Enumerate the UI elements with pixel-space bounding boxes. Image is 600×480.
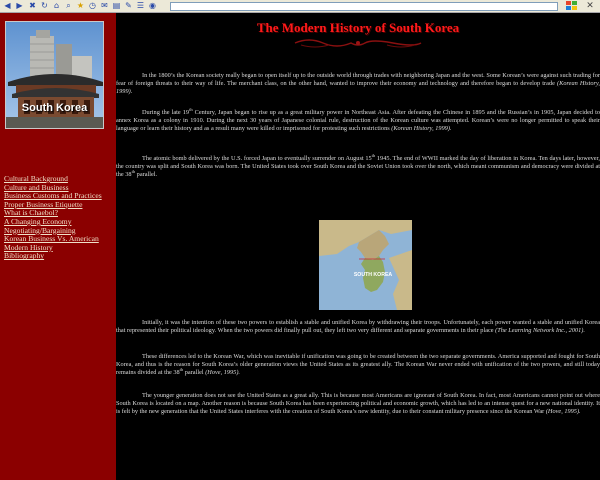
korea-map-image — [319, 220, 412, 310]
nav-link-changing-economy[interactable]: A Changing Economy — [4, 216, 72, 226]
nav-link-business-etiquette[interactable]: Proper Business Etiquette — [4, 199, 83, 209]
nav-link-modern-history[interactable]: Modern History — [4, 242, 53, 252]
paragraph-3: The atomic bomb delivered by the U.S. forced Japan to eventually surrender on August 15th 1945. The end of WWII marked the day of liberation in Korea. Ten days later, however, the country was split and South Korea was born. The United States took over South Korea and the Soviet Union took over the north, which meant communism and democracy were divided at the 38th parallel. — [116, 152, 600, 178]
nav-link-negotiating[interactable]: Negotiating/Bargaining — [4, 225, 76, 235]
map-label: SOUTH KOREA — [353, 272, 393, 278]
refresh-icon[interactable]: ↻ — [41, 1, 48, 10]
hero-image — [5, 21, 104, 129]
nav-link-chaebol[interactable]: What is Chaebol? — [4, 208, 58, 218]
address-bar[interactable] — [170, 2, 558, 11]
paragraph-6: The younger generation does not see the United States as a great ally. This is because most Americans are ignorant of South Korea. In fact, most Americans cannot point out where South Korea is located on a map. Another reason is because South Korea has been experiencing political and economic growth, which has led to an intense quest for a new national identity. It is felt by the new generation that the United States interferes with the creation of South Korea’s new identity, due to their constant military presence since the Korean War (Hove, 1995). — [116, 392, 600, 415]
paragraph-4: Initially, it was the intention of these two powers to establish a stable and unified Korea by withdrawing their troops. Unfortunately, each power wanted a stable and unified Korea that represented their political ideology. When the two powers did finally pull out, they left two very different and separate governments in their place (The Learning Network Inc., 2001). — [116, 319, 600, 334]
nav-menu — [4, 175, 116, 261]
address-icon[interactable]: ◉ — [149, 1, 156, 10]
main-content — [116, 13, 600, 480]
favorites-icon[interactable]: ★ — [76, 1, 85, 10]
history-icon[interactable]: ◷ — [89, 1, 96, 10]
nav-link-business-customs[interactable]: Business Customs and Practices — [4, 191, 102, 201]
discuss-icon[interactable]: ☰ — [136, 1, 145, 10]
stop-icon[interactable]: ✖ — [29, 1, 36, 10]
paragraph-5: These differences led to the Korean War, which was inevitable if unification was going to be created between the two separate governments. America supported and fought for South Korea, and thus is the reason for South Korea’s older generation views the United States as its greatest ally. The Korean War never ended with unification of the two powers, and still today remains divided at the 38th parallel (Hove, 1995). — [116, 353, 600, 376]
edit-icon[interactable]: ✎ — [125, 1, 132, 10]
browser-toolbar — [0, 0, 600, 13]
back-icon[interactable]: ◀ — [4, 1, 11, 10]
close-icon[interactable]: ✕ — [586, 1, 594, 11]
nav-link-cultural-background[interactable]: Cultural Background — [4, 174, 68, 183]
mail-icon[interactable]: ✉ — [101, 1, 108, 10]
hero-caption: South Korea — [21, 102, 88, 114]
nav-link-bibliography[interactable]: Bibliography — [4, 251, 45, 261]
paragraph-1: In the 1800’s the Korean society really began to open itself up to the outside world through trades with neighboring Japan and the west. Some Korean’s were against such trading for fear of foreign threats to their way of life. The merchant class, on the other hand, wanted to improve their economy and technology and therefore began to develop trade (Korean History, 1999). — [116, 72, 600, 95]
windows-logo-icon — [566, 1, 577, 11]
page-title: The Modern History of South Korea — [256, 20, 460, 35]
nav-link-korean-vs-american[interactable]: Korean Business Vs. American — [4, 234, 99, 244]
search-icon[interactable]: ⌕ — [66, 1, 71, 10]
sidebar — [0, 13, 116, 480]
nav-link-culture-and-business[interactable]: Culture and Business — [4, 182, 69, 192]
paragraph-2: During the late 19th Century, Japan began to rise up as a great military power in Northeast Asia. After defeating the Chinese in 1895 and the Russian’s in 1905, Japan decided to annex Korea as a colony in 1910. During the next 30 years of Japanese colonial rule, destruction of the Korean culture was attempted. Korean’s were no longer permitted to speak their language or learn their history and as a result many were killed or imprisoned for protesting such restrictions (Korean History, 1999). — [116, 106, 600, 132]
print-icon[interactable]: ▤ — [112, 1, 121, 10]
forward-icon[interactable]: ▶ — [16, 1, 23, 10]
home-icon[interactable]: ⌂ — [53, 1, 60, 10]
ornament-divider — [291, 37, 425, 49]
